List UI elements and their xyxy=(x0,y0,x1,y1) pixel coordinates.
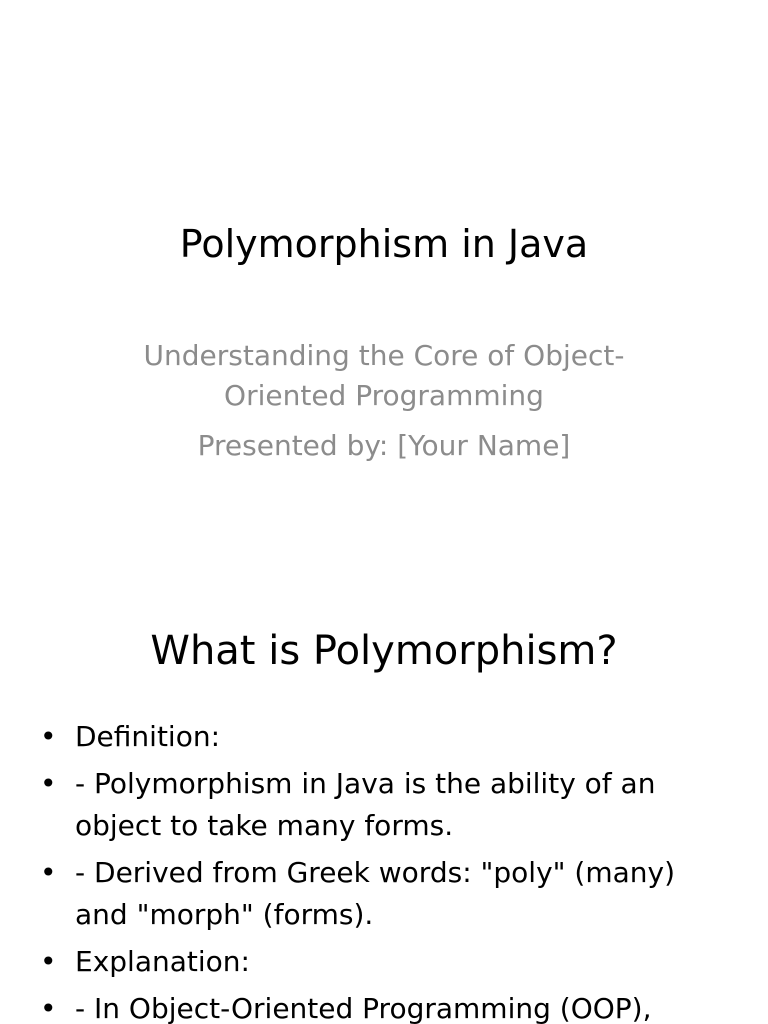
bullet-icon: • xyxy=(40,720,57,753)
bullet-text: Definition: xyxy=(75,720,221,753)
bullet-icon: • xyxy=(40,856,57,889)
slide-subtitle xyxy=(0,336,768,466)
bullet-icon: • xyxy=(40,767,57,800)
bullet-item xyxy=(40,988,730,1024)
bullet-item xyxy=(40,716,730,758)
bullet-item xyxy=(40,763,730,847)
bullet-text: - In Object-Oriented Programming (OOP), xyxy=(75,992,652,1024)
bullet-icon: • xyxy=(40,945,57,978)
slide-title: Polymorphism in Java xyxy=(179,222,589,266)
subtitle-line: Oriented Programming xyxy=(224,379,544,412)
bullet-text: - Derived from Greek words: "poly" (many) and "morph" (forms). xyxy=(75,856,676,931)
slide-title: What is Polymorphism? xyxy=(150,628,618,674)
bullet-item xyxy=(40,852,730,936)
bullet-text: - Polymorphism in Java is the ability of an object to take many forms. xyxy=(75,767,656,842)
bullet-icon: • xyxy=(40,992,57,1024)
presenter-line: Presented by: [Your Name] xyxy=(197,429,571,462)
bullet-text: Explanation: xyxy=(75,945,250,978)
content-slide xyxy=(0,576,768,1024)
bullet-list xyxy=(40,716,730,1024)
bullet-item xyxy=(40,941,730,983)
subtitle-line: Understanding the Core of Object- xyxy=(143,339,625,372)
